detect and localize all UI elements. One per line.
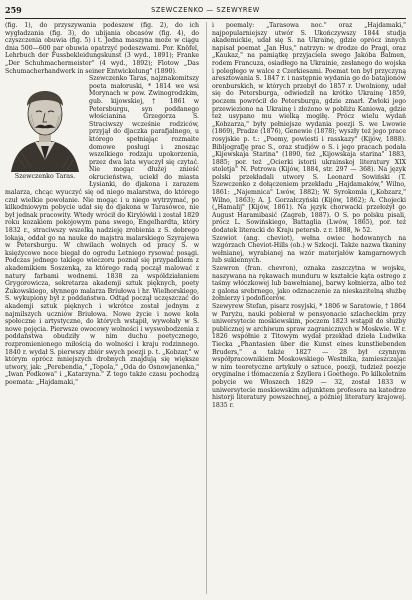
left-column <box>5 22 199 594</box>
paragraph-szewron: Szewron (fran. chevron), oznaka zaszczytna w wojsku, naszywana na rękawach munduru w kształcie kąta ostrego z taśmy włóczkowej lub bawełnianej, barwy kołnierza, albo też z galona srebrnego, jako odznaczenie za nieskazitelną służbę żołnierzy i podoficerów. <box>212 265 406 303</box>
running-head: SZEWCZENKO — SZEWYREW <box>151 6 260 14</box>
page-header <box>5 4 406 19</box>
right-column <box>212 22 406 594</box>
portrait-icon <box>5 76 85 172</box>
paragraph-szewczenko-cont: i poemaly: „Tarasowa noc." oraz „Hajdamaki," najpopularniejszy utwór S. Ukończywszy 1844 studja akademickie, udał się S. na Ukrainę, gdzie oprócz innych napisał poemat „Jan Hus," natrzyn: w drodze do Pragi, oraz „Kaukaz," na pamiątkę przyjaciela swego Jakóba Balmen, rodem Francuza, osiadłego na Ukrainie, zesłanego do wojska i poległego w walce z Czerkiesami. Poemat ten był przyczyną aresztowania S. 1847 r. i następnie wydania go do batajionów orenburskich, w których przebył do 1857 r. Uwolniony, udał się do Petersburga, odwiedził na krótko Ukrainę 1859, poczem powrócił do Petersburga, gdzie zmarł. Zwłoki jego przewieziono na Ukrainę i złożono w pobliżu Kaniowa, gdzie też usypano mu wielką mogiłę. Prócz wielu wydań „Kobzarza," były pełniejsze wydania poezji S. we Lwowie (1869), Pradze (1876), Genewie (1878); wyszły też jego prace rosyjskie p. t.: „Poemy, powiesti i rasskazy" (Kijów, 1888). Bibljografję prac S., oraz studjów o S. i jego pracach podała „Kijewskaja Starina" (1890, też „Kijowskaja starina" 1883, 1885; por. też „Ocierki istorii ukrainskoj literatury XIX stoletja" N. Petrowa (Kijów, 1884, str. 297 — 368). Na język polski przekładali utwory S. Leonard Sowiński (T. Szewczenko z dołączeniem przekładu „Hajdamaków," Wilno, 1861: „Najemnica" Lwów, 1882); W. Syrokomla („Kobzarz," Wilno, 1863); A. J. Gorzałczyński (Kijów, 1862); A. Chojecki („Hamalij" [Kijów, 1861). Na język chorwacki przełożył go August Haramibasić (Zagreb, 1887). O S. po polsku pisali, prócz L. Sowińskiego, Battaglia (Lwów, 1865), por. też dodatek literacki do Kraju petersb. z r. 1888, № 52. <box>212 22 406 235</box>
paragraph-szewczenko: Szewczenko Taras, najznakomitszy poeta małoruski, * 1814 we wsi Morynach w pow. Zwinogrodzkim, gub. kijowskiej, † 1861 w Petersburgu, syn poddanego włościanina Grzegorza S. Straciwszy wcześnie rodziców, przyjął do djaczka parafjalnego, u którego spełniając rozmaite domowe posługi i znosząc wszelkiego rodzaju upokorzenia, przez dwa lata wyuczył się czytać. Nie mogąc dłużej znieść okrucieństwa, uciekł do miasta Łysianki, do djakona i zarazem malarza, chcąc wyuczyć się od niego malarstwa, do którego czuł wielkie powołanie. Nie mogąc i u niego wytrzymać, po kilkodniowym pobycie udał się do djakona w Tarasówce, nie był jednak pracowity. Wtedy wrócił do Kirylówki i został 1829 roku kozakiem pokojowym pana swego, Engelhardta, który 1832 r., straciwszy wszelką nadzieję zrobienia z S. dobrego lokaja, oddał go na nauke do majstra malarskiego Szyrajewa w Petersburgu. W chwilach wolnych od pracy S. w księżycowe noce biegał do ogrodu Letniego rysować posągi. Podczas jednego takiego wieczoru poznał się przypadkiem z akademikiem Soszenką, za którego radą począł malować z natury farbami wodnemi. 1838 za wspóldziałaniem Grygorowicza, sekretarza akademji sztuk pięknych, poety Żukowskiego, słynnego malarza Briułowa i hr. Wielhorskiego, S. wykupiony był z poddaństwa. Odtąd począł uczęszczać do akademji sztuk pięknych i wkrótce został jednym z najmilszych uczniów Briułowa. Nowe życie i nowe koła społeczne i artystyczne, do których wstąpił, wywołały w S. nowe pojęcia. Pierwsze owocowy wolności i wyswobodzenia z poddaństwa obudziły w nim duchu poetycznego, rozpromienionego miłością do wolności i kraju rodzinnego. 1840 r. wydał S. pierwszy zbiór swych poezji p. t. „Kobzar," w którym oprócz mniejszych drobnych znajdują się większe utwory, jak: „Perebendia," „Topola," „Oda do Osnowjanenka," „Iwan Podkowa" i „Katarzyna." Z tego także czasu pochodzą poemata: „Hajdamaki," <box>5 75 199 386</box>
paragraph-shoemaking-end: (fig. 1), do przyszywania podeszew (fig. 2), do ich wygładzania (fig. 3), do ubijania obcasów (fig. 4), do czyszczenia obuwia (fig. 5) i t. Jedna maszyna może w ciągu dnia 500—600 par obuwia opatrzyć podeszwami. Por. Knöfel, Lehrbuch der Fussbekleidungskunst (3 wyd., 1891); Franke „Der Schuhmachermeister" (4 wyd., 1892); Flotow „Das Schumacherhandwerk in seiner Entwickelung" (1890). <box>5 22 199 75</box>
paragraph-szewiot: Szewiot (ang. cheviot), wełna owiec hodowanych na wzgórzach Cheviot-Hills (ob.) w Szkocji. Także nazwa tkaniny wełnianej, wyrabianej na wzór materjałów kamgarnowych lub sukiennych. <box>212 234 406 265</box>
portrait-caption: Szewczenko Taras. <box>14 173 76 181</box>
page-number: 259 <box>5 5 22 15</box>
paragraph-szewyrew: Szewyrew Stefan, pisarz rosyjski, * 1806 w Saratowie, † 1864 w Paryżu, nauki pobierał w pensyonacie szlacheckim przy uniwersytecie moskiewskim, poczem 1823 wstąpił do służby publicznej w archiwum spraw zagranicznych w Moskwie. W r. 1826 współnie z Titowym wydał przekład dzieła Ludwika Tiecka „Phantasien über die Kunst eines kunstliebenden Bruders," a także 1827 — 28 był czynnym współpracownikiem Moskowskiego Westnika, zamieszczając w nim teoretyczne artykuły o sztuce, poezji, tudzież poezje oryginalne i tłómaczenia z Szyllera i Goethego. Po kilkoletnim pobycie we Włoszech 1829 — 32, został 1833 w uniwersytecie moskiewskim adjunktem profesora na katedrze historji literatury powszechnej, a później literatury krajowej. 1835 r. <box>212 302 406 409</box>
portrait-figure <box>5 76 85 181</box>
column-divider <box>206 22 207 594</box>
